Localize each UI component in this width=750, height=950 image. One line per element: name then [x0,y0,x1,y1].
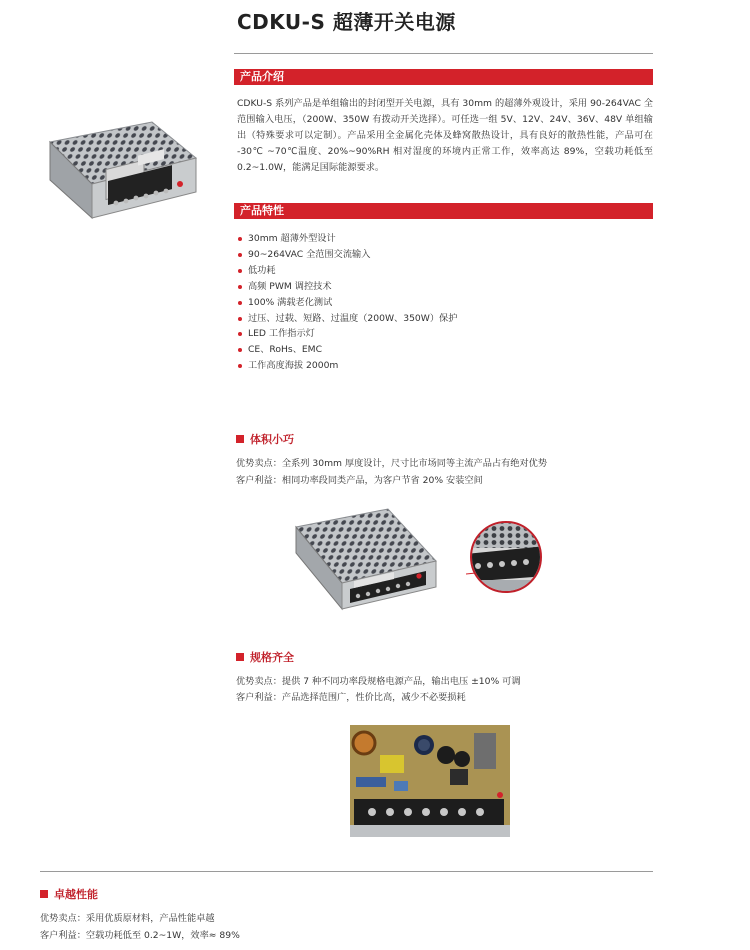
terminal-zoom-image [466,518,546,596]
performance-benefit: 客户利益：空载功耗低至 0.2~1W，效率≈ 89% [40,930,240,941]
range-benefit: 客户利益：产品选择范围广，性价比高，减少不必要损耗 [236,692,466,703]
intro-text: CDKU-S 系列产品是单组输出的封闭型开关电源，具有 30mm 的超薄外观设计，采用 90-264VAC 全范围输入电压，（200W、350W 有拨动开关选择）。可任选一组 5V、12V、24V、36V、48V 单组输出（特殊要求可以定制）。产品采用全金属化壳体及蜂窝散热设计，具有良好的散热性能，产品可在 -30℃ ~70℃温度、20%~90%RH 相对湿度的环境内正常工作，效率高达 89%，空载功耗低至 0.2~1.0W，能满足国际能源要求。 [237,98,653,173]
feature-item: 高频 PWM 调控技术 [236,279,457,295]
feature-item: LED 工作指示灯 [236,326,457,342]
feature-item: 过压、过载、短路、过温度（200W、350W）保护 [236,311,457,327]
power-supply-image [40,118,200,228]
features-list [236,231,457,374]
power-supply-compact-image [290,505,440,615]
power-supply-board-image [350,725,510,837]
feature-item: 低功耗 [236,263,457,279]
bullet-square [40,890,48,898]
feature-item: 100% 满载老化测试 [236,295,457,311]
bullet-square [236,653,244,661]
bullet-square [236,435,244,443]
intro-heading: 产品介绍 [234,69,653,85]
feature-item: 30mm 超薄外型设计 [236,231,457,247]
bottom-divider [40,871,653,872]
section-heading-range: 规格齐全 [236,649,294,665]
title-divider [234,53,653,54]
range-selling-point: 优势卖点：提供 7 种不同功率段规格电源产品，输出电压 ±10% 可调 [236,676,521,687]
features-heading: 产品特性 [234,203,653,219]
feature-item: 工作高度海拔 2000m [236,358,457,374]
performance-selling-point: 优势卖点：采用优质原材料，产品性能卓越 [40,913,215,924]
compact-selling-point: 优势卖点：全系列 30mm 厚度设计，尺寸比市场同等主流产品占有绝对优势 [236,458,548,469]
section-heading-compact: 体积小巧 [236,431,294,447]
page-title: CDKU-S 超薄开关电源 [237,10,456,34]
feature-item: CE、RoHs、EMC [236,342,457,358]
section-heading-performance: 卓越性能 [40,886,98,902]
compact-benefit: 客户利益：相同功率段同类产品，为客户节省 20% 安装空间 [236,475,483,486]
feature-item: 90~264VAC 全范围交流输入 [236,247,457,263]
